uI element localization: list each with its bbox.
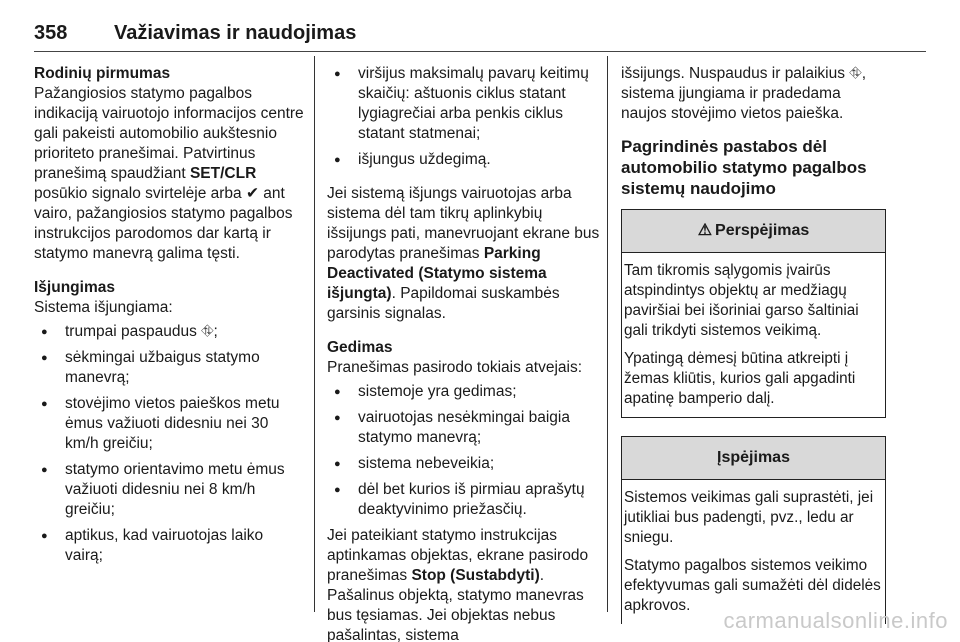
column-2 [327, 64, 602, 642]
page-number: 358 [34, 22, 68, 44]
fault-intro: Pranešimas pasirodo tokiais atvejais: [327, 359, 583, 376]
column-divider-1 [314, 56, 315, 612]
paragraph-deactivation-message: Jei sistemą išjungs vairuotojas arba sistema dėl tam tikrų aplinkybių išsijungs pati, manevruojant ekrane bus parodytas pranešimas Parking Deactivated (Statymo sistema išjungta). Papildomai suskambės garsinis signalas. [327, 185, 600, 322]
warning-box [621, 209, 886, 418]
caution-box-body [622, 480, 885, 624]
watermark: carmanualsonline.info [723, 608, 948, 633]
column-1 [34, 64, 304, 580]
list-item: ● dėl bet kurios iš pirmiau aprašytų deaktyvinimo priežasčių. [327, 480, 602, 520]
list-item: ● aptikus, kad vairuotojas laiko vairą; [34, 526, 304, 566]
caution-box-header: Įspėjimas [622, 437, 885, 480]
paragraph-reactivation: išsijungs. Nuspaudus ir palaikius ⛗, sistema įjungiama ir pradedama naujos stovėjimo vietos paieška. [621, 65, 867, 122]
caution-text-2: Statymo pagalbos sistemos veikimo efektyvumas gali sumažėti dėl didelės apkrovos. [624, 557, 881, 614]
list-item: ● vairuotojas nesėkmingai baigia statymo manevrą; [327, 408, 602, 448]
deactivation-list [34, 322, 304, 566]
warning-text-2: Ypatingą dėmesį būtina atkreipti į žemas kliūtis, kurios gali apgadinti apatinę bamperio dalį. [624, 350, 856, 407]
section-title-general-notes: Pagrindinės pastabos dėl automobilio statymo pagalbos sistemų naudojimo [621, 137, 867, 198]
list-item: ● stovėjimo vietos paieškos metu ėmus važiuoti didesniu nei 30 km/h greičiu; [34, 394, 304, 454]
list-item: ● sistema nebeveikia; [327, 454, 602, 474]
list-item: ● išjungus uždegimą. [327, 150, 602, 170]
subhead-fault: Gedimas [327, 339, 393, 356]
paragraph-stop-message: Jei pateikiant statymo instrukcijas aptinkamas objektas, ekrane pasirodo pranešimas Stop (Sustabdyti). Pašalinus objektą, statymo manevras bus tęsiamas. Jei objektas nebus pašalintas, sistema [327, 527, 589, 642]
list-item: ● sėkmingai užbaigus statymo manevrą; [34, 348, 304, 388]
warning-box-header [622, 210, 885, 253]
list-item: ● trumpai paspaudus ⛗; [34, 322, 304, 342]
deactivation-intro: Sistema išjungiama: [34, 299, 173, 316]
caution-box [621, 436, 886, 624]
warning-box-title: Perspėjimas [715, 222, 810, 239]
page-header [34, 22, 926, 52]
caution-text-1: Sistemos veikimas gali suprastėti, jei jutikliai bus padengti, pvz., ledu ar sniegu. [624, 489, 874, 546]
chapter-title: Važiavimas ir naudojimas [114, 22, 357, 44]
warning-text-1: Tam tikromis sąlygomis įvairūs atspindintys objektų ar medžiagų paviršiai bei išoriniai garso šaltiniai gali trikdyti sistemos veikimą. [624, 262, 859, 339]
list-item: ● statymo orientavimo metu ėmus važiuoti didesniu nei 8 km/h greičiu; [34, 460, 304, 520]
column-3 [621, 64, 886, 634]
deactivation-list-continued [327, 64, 602, 170]
fault-list [327, 382, 602, 520]
subhead-deactivation: Išjungimas [34, 279, 115, 296]
subhead-display-priority: Rodinių pirmumas [34, 65, 171, 82]
warning-box-body [622, 253, 885, 417]
column-divider-2 [607, 56, 608, 612]
warning-triangle-icon: ⚠ [697, 222, 713, 239]
list-item: ● viršijus maksimalų pavarų keitimų skaičių: aštuonis ciklus statant lygiagrečiai arba penkis ciklus statant statmenai; [327, 64, 602, 144]
paragraph-display-priority: Pažangiosios statymo pagalbos indikaciją vairuotojo informacijos centre gali pakeisti automobilio aukštesnio prioriteto pranešimai. Patvirtinus pranešimą spaudžiant SET/CLR posūkio signalo svirtelėje arba ✔ ant vairo, pažangiosios statymo pagalbos instrukcijos parodomos dar kartą ir statymo manevrą galima tęsti. [34, 85, 304, 262]
list-item: ● sistemoje yra gedimas; [327, 382, 602, 402]
